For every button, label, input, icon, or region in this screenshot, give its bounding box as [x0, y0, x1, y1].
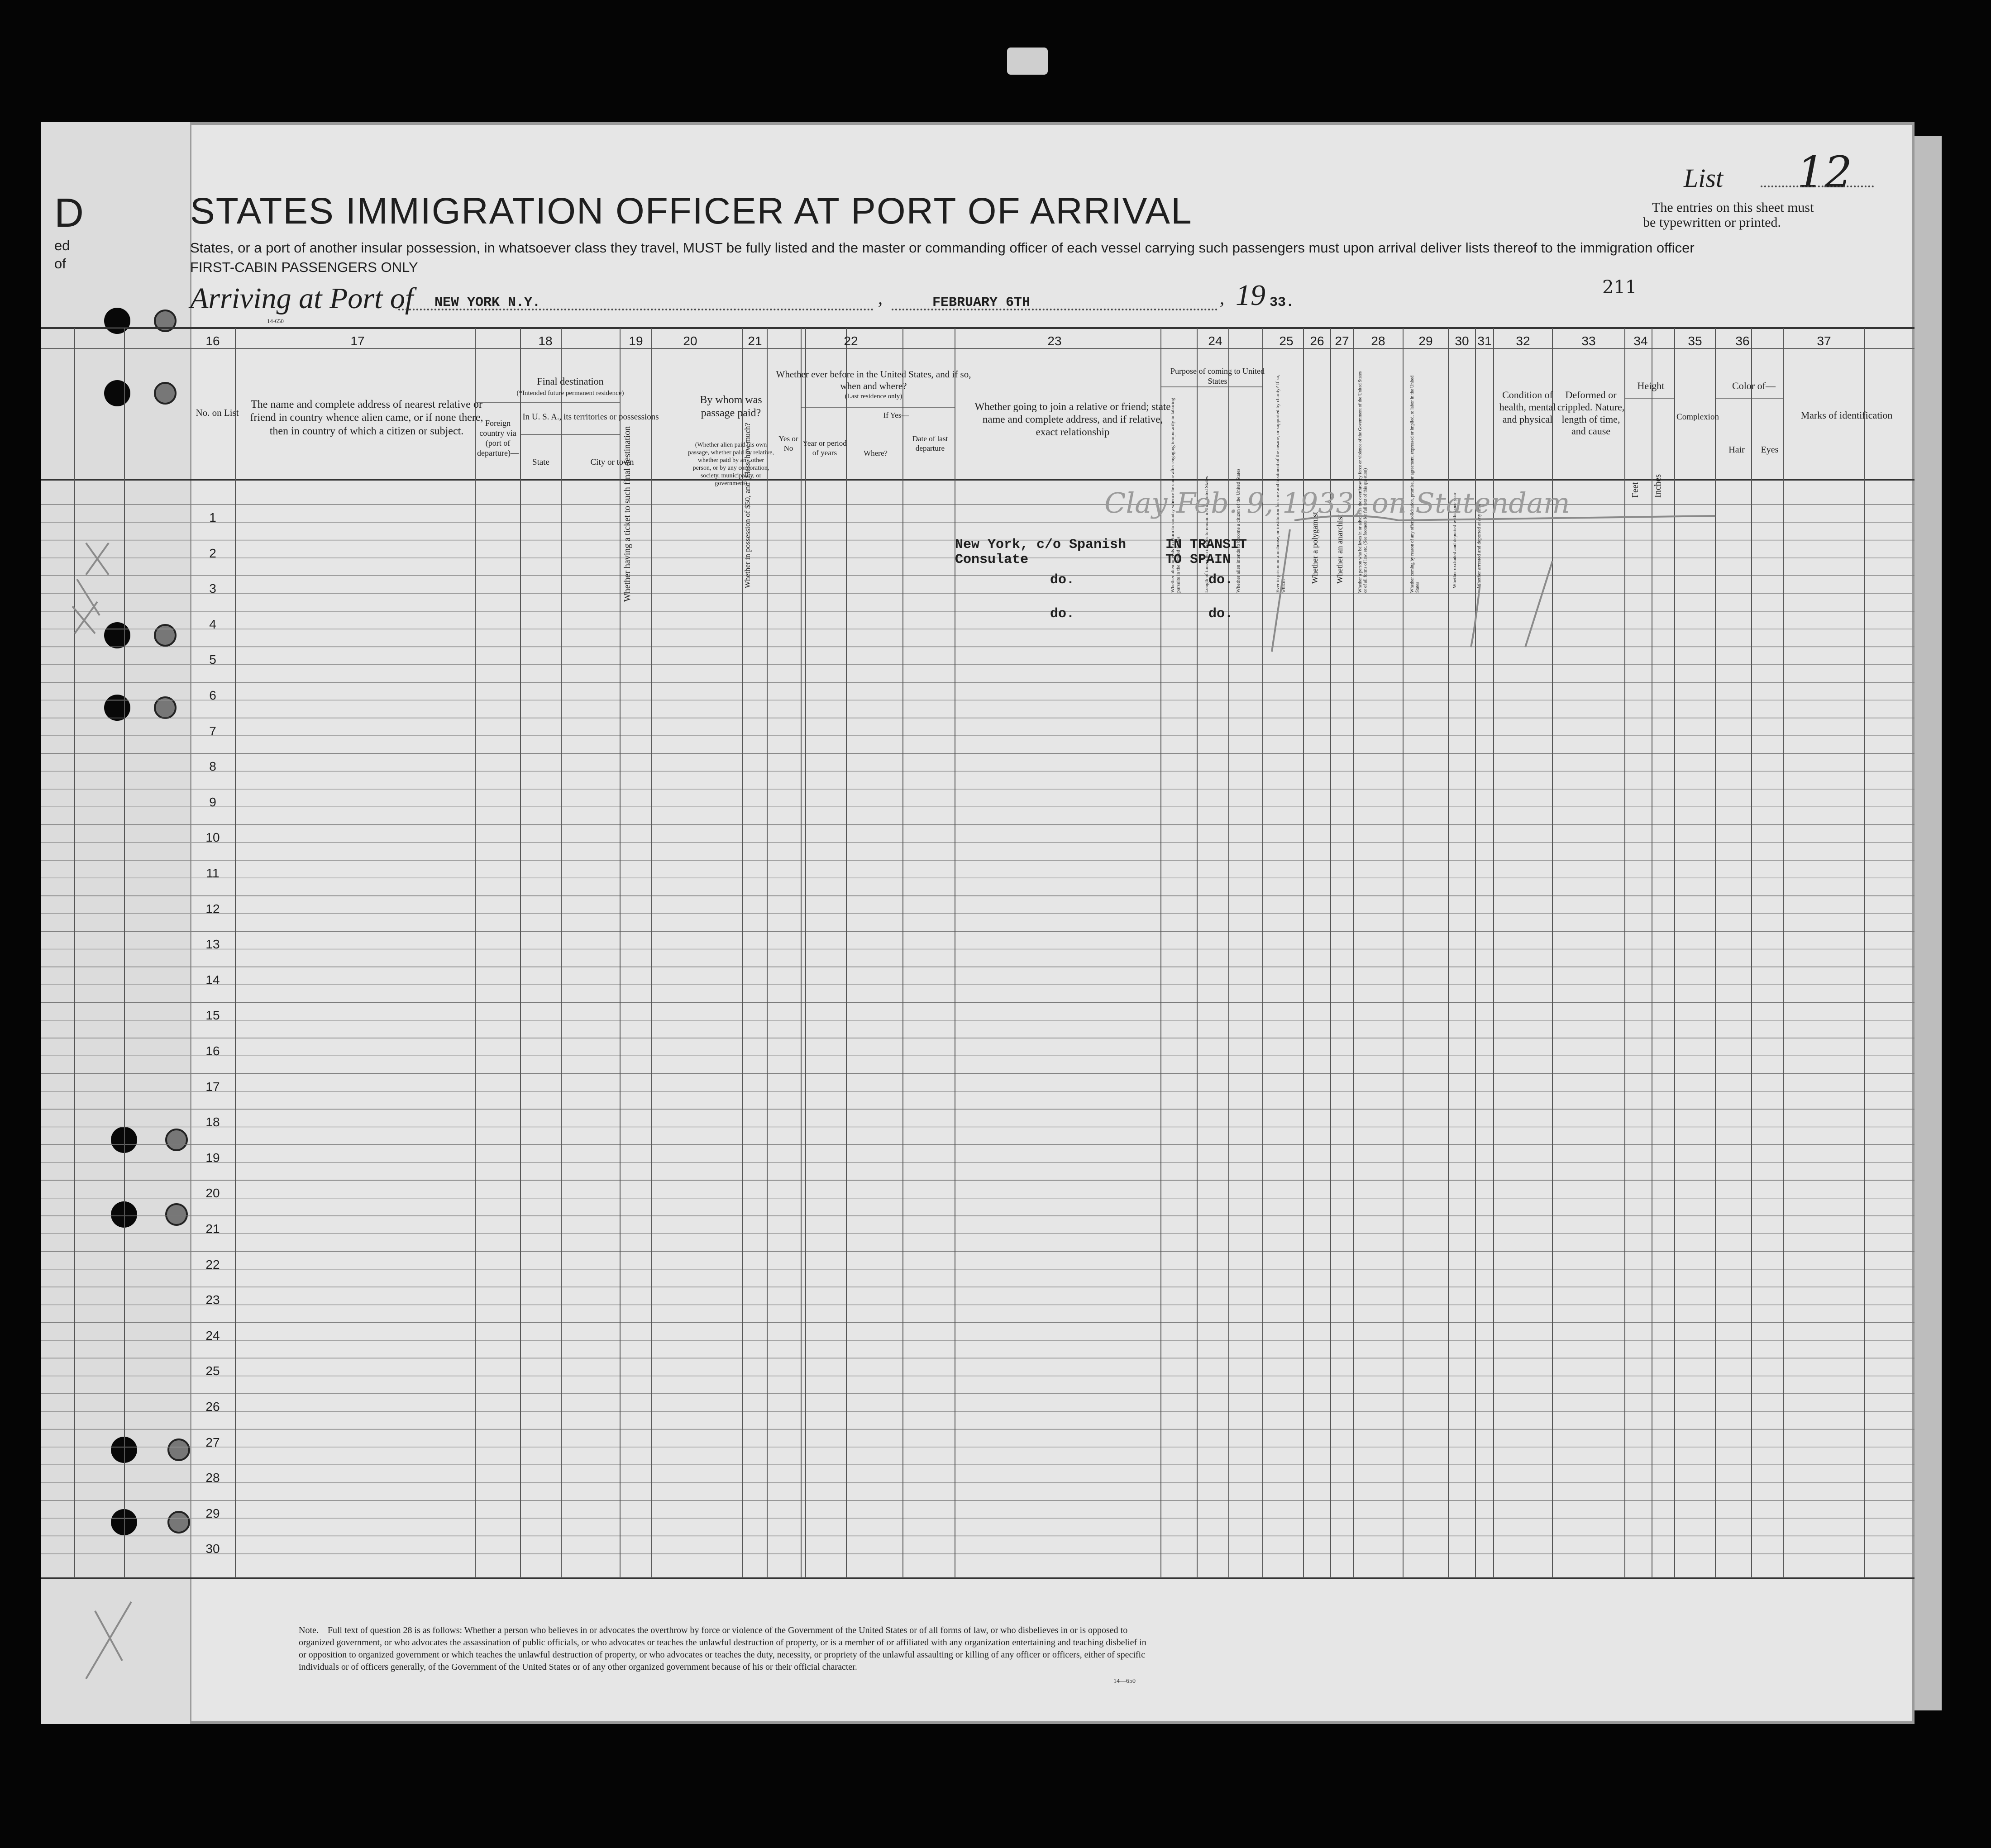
col18-state: State — [532, 457, 549, 467]
column-number: 28 — [1371, 334, 1385, 348]
row-number: 12 — [205, 901, 220, 916]
column-number: 25 — [1279, 334, 1294, 348]
column-number: 36 — [1735, 334, 1750, 348]
form-code: 14—650 — [1113, 1678, 1136, 1685]
col34-feet: Feet — [1630, 482, 1640, 498]
row-number: 25 — [205, 1364, 220, 1378]
col24-title: Purpose of coming to United States — [1170, 367, 1265, 386]
row-number: 18 — [205, 1115, 220, 1129]
row-number: 4 — [209, 617, 216, 631]
col22-ifyes: If Yes— — [883, 411, 909, 419]
footnote: Note.—Full text of question 28 is as follows: Whether a person who believes in or advocates the overthrow by force or violence of the Government of the United States or of all forms of law, or who disbelieves in or is opposed to organized government, or who advocates the assassination of public officials, or who advocates or teaches the unlawful destruction of property, or is a member of or affiliated with any organization entertaining and teaching disbelief in or opposition to organized government or which teaches the unlawful destruction of property, or who advocates or teaches the duty, necessity, or propriety of the unlawful assaulting or killing of any officer or officers, either of specific individuals or of officers generally, of the Government of the United States or of any other organized government because of his or their official character. — [299, 1625, 1146, 1672]
col17-header: The name and complete address of nearest relative or friend in country whence alien came, or if none there, then in country of which a citizen or subject. — [250, 399, 483, 437]
column-number: 31 — [1477, 334, 1492, 348]
stub-text-1: ed — [54, 238, 70, 253]
form-subtitle: States, or a port of another insular possession, in whatsoever class they travel, MUST be fully listed and the master or commanding officer of each vessel carrying such passengers must upon arrival deliver lists thereof to the immigration officer — [190, 240, 1695, 256]
column-number: 24 — [1208, 334, 1222, 348]
row-number: 5 — [209, 653, 216, 667]
col24-c: Whether alien intends to become a citizen of the United States — [1236, 468, 1241, 593]
entry-row1-destination: New York, c/o Spanish — [955, 537, 1127, 552]
col35-header: Complexion — [1676, 412, 1719, 422]
col32-header: Condition of health, mental and physical — [1499, 389, 1556, 425]
entry-row2-destination: Consulate — [955, 552, 1029, 567]
col28-header: Whether a person who believes in or advocates the overthrow by force or violence of the Government of the United States or of all forms of law, etc. (See footnote for full text of this question) — [1358, 371, 1368, 593]
col18-sub: (*Intended future permanent residence) — [516, 390, 624, 397]
entry-row3-destination: do. — [1050, 572, 1075, 588]
col24-b: Length of time alien intends to remain in the United States — [1204, 476, 1209, 593]
handwritten-note: Clay Feb. 9, 1933, on Statendam — [1104, 486, 1570, 519]
column-number: 32 — [1516, 334, 1530, 348]
manifest-sheet — [41, 122, 1915, 1724]
column-number: 16 — [205, 334, 220, 348]
column-number: 22 — [844, 334, 858, 348]
col30-header: Whether excluded and deported within one year — [1452, 492, 1457, 588]
row-number: 14 — [205, 972, 220, 987]
col19-header: Whether having a ticket to such final destination — [622, 426, 632, 602]
column-number: 30 — [1455, 334, 1469, 348]
frame-clip — [1007, 48, 1048, 75]
list-number: 12 — [1797, 147, 1853, 198]
pencil-marks — [41, 122, 1915, 1724]
comma: , — [1220, 288, 1224, 308]
entry-row4-purpose: do. — [1208, 606, 1233, 622]
row-number: 6 — [209, 688, 216, 702]
row-number: 20 — [205, 1186, 220, 1200]
entry-row3-purpose: do. — [1208, 572, 1233, 588]
row-number: 10 — [205, 830, 220, 845]
col22-where: Where? — [864, 449, 888, 457]
col22-year: Year or period of years — [802, 439, 847, 457]
col36-eyes: Eyes — [1761, 445, 1779, 455]
row-number: 16 — [205, 1044, 220, 1058]
col16-header: No. on List — [196, 407, 239, 418]
column-number: 33 — [1581, 334, 1596, 348]
col26-header: Whether a polygamist — [1310, 512, 1319, 584]
arrival-date: FEBRUARY 6TH — [932, 295, 1031, 310]
port-of-arrival: NEW YORK N.Y. — [434, 295, 541, 310]
col25-header: Ever in prison or almshouse, or institution for care and treatment of the insane, or supported by charity? If so, which? — [1275, 374, 1286, 593]
col18-usa: In U. S. A., its territories or possessions — [522, 412, 659, 422]
row-number: 24 — [205, 1328, 220, 1343]
row-number: 9 — [209, 795, 216, 809]
col34-title: Height — [1637, 380, 1665, 391]
typewritten-note-2: be typewritten or printed. — [1643, 215, 1781, 230]
entry-row2-purpose: TO SPAIN — [1165, 552, 1231, 567]
col18-foreign: Foreign country via (port of departure)— — [477, 419, 519, 457]
col31-header: Whether arrested and deported at any time — [1476, 504, 1482, 588]
row-number: 17 — [205, 1079, 220, 1094]
column-number: 26 — [1310, 334, 1324, 348]
column-number: 29 — [1418, 334, 1433, 348]
col18-title: Final destination — [537, 376, 604, 387]
row-number: 27 — [205, 1435, 220, 1449]
col37-header: Marks of identification — [1800, 410, 1893, 421]
col24-a: Whether alien intends to return to country whence he came after engaging temporarily in laboring pursuits in the United States — [1170, 398, 1181, 593]
row-number: 22 — [205, 1257, 220, 1272]
entry-row4-destination: do. — [1050, 606, 1075, 622]
row-number: 23 — [205, 1293, 220, 1307]
row-number: 1 — [209, 510, 216, 524]
row-number: 13 — [205, 937, 220, 952]
col22-title: Whether ever before in the United States, and if so, when and where? — [776, 369, 971, 391]
year-suffix: 33. — [1270, 295, 1294, 310]
stub-letter: D — [54, 191, 84, 236]
form-code-top: 14-650 — [267, 318, 284, 324]
column-number: 18 — [538, 334, 553, 348]
typewritten-note-1: The entries on this sheet must — [1652, 200, 1814, 215]
row-number: 8 — [209, 759, 216, 774]
form-title: STATES IMMIGRATION OFFICER AT PORT OF ARRIVAL — [190, 191, 1193, 232]
column-number: 20 — [683, 334, 697, 348]
row-number: 30 — [205, 1542, 220, 1556]
col22-date: Date of last departure — [912, 434, 948, 452]
col36-hair: Hair — [1728, 445, 1745, 455]
col21-header: Whether in possession of $50, and if less, how much? — [743, 423, 752, 588]
column-number: 35 — [1688, 334, 1702, 348]
column-number: 34 — [1633, 334, 1648, 348]
column-number: 27 — [1335, 334, 1349, 348]
entry-row1-purpose: IN TRANSIT — [1165, 537, 1247, 552]
row-number: 7 — [209, 724, 216, 738]
col18-city: City or town — [590, 457, 634, 467]
row-number: 19 — [205, 1150, 220, 1165]
row-number: 11 — [206, 866, 220, 880]
arriving-label: Arriving at Port of — [190, 282, 414, 315]
col27-header: Whether an anarchist — [1335, 514, 1344, 584]
list-label: List — [1684, 163, 1724, 193]
col36-title: Color of— — [1732, 380, 1776, 391]
col34-inches: Inches — [1653, 474, 1663, 498]
row-number: 3 — [209, 581, 216, 596]
col23-header: Whether going to join a relative or friend; state name and complete address, and if relative, exact relationship — [974, 401, 1171, 438]
row-number: 2 — [209, 546, 216, 560]
page-number: 211 — [1602, 277, 1637, 298]
column-number: 37 — [1817, 334, 1831, 348]
column-number: 21 — [748, 334, 762, 348]
passenger-class: FIRST-CABIN PASSENGERS ONLY — [190, 259, 418, 275]
col22-sub: (Last residence only) — [845, 393, 902, 400]
col20-title: By whom was passage paid? — [700, 394, 762, 419]
col20-sub: (Whether alien paid his own passage, whether paid by relative, whether paid by any other person, or by any corporation, society, municipality, or government) — [688, 442, 774, 487]
stub-text-2: of — [54, 256, 66, 271]
col33-header: Deformed or crippled. Nature, length of time, and cause — [1557, 389, 1625, 437]
col22-yesno: Yes or No — [778, 434, 798, 452]
row-number: 28 — [205, 1471, 220, 1485]
column-number: 17 — [350, 334, 365, 348]
year-prefix: 19 — [1236, 279, 1265, 312]
col29-header: Whether coming by reason of any offer, solicitation, promise, or agreement, expressed or implied, to labor in the United States — [1410, 375, 1420, 593]
column-number: 23 — [1047, 334, 1062, 348]
row-number: 15 — [205, 1008, 220, 1023]
comma: , — [878, 288, 883, 308]
row-number: 29 — [205, 1506, 220, 1520]
column-number: 19 — [629, 334, 643, 348]
row-number: 21 — [205, 1222, 220, 1236]
row-number: 26 — [205, 1400, 220, 1414]
